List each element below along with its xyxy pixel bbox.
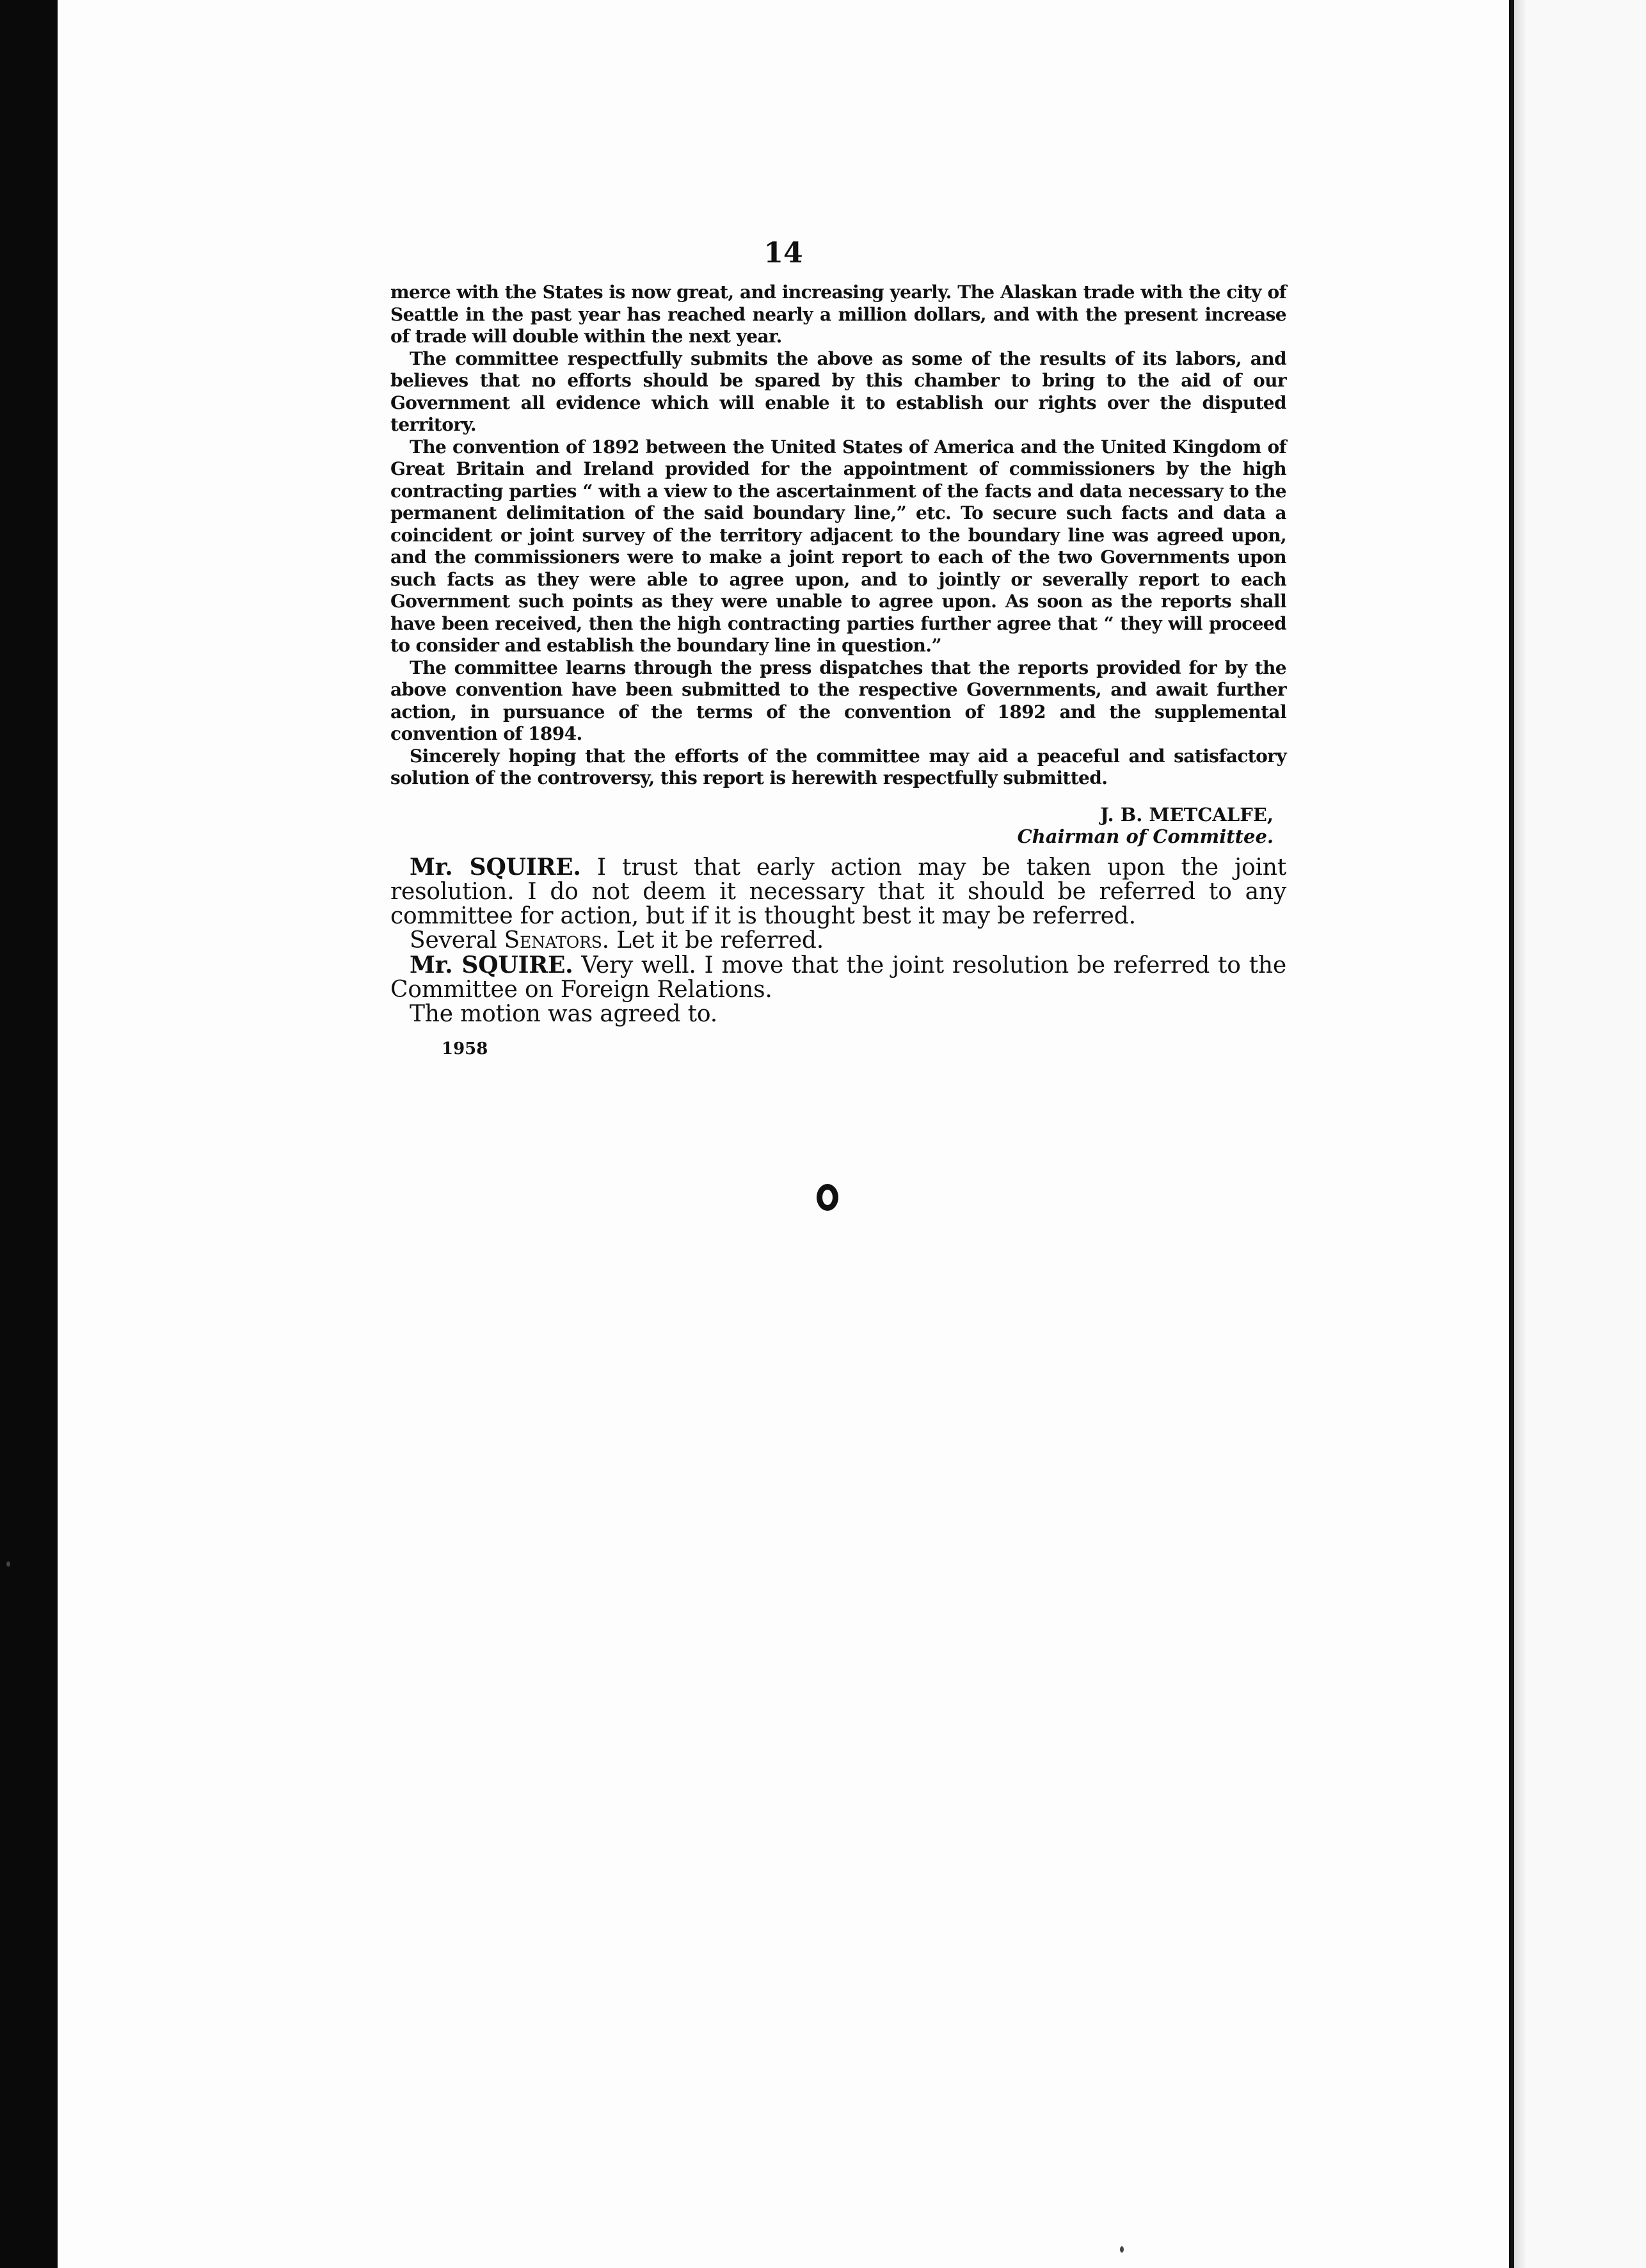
committee-report: [390, 282, 1286, 790]
speaker-name: Senators.: [504, 927, 609, 954]
report-paragraph: Sincerely hoping that the efforts of the committee may aid a peaceful and satisfactory solution of the controversy, this report is herewith respectfully submitted.: [390, 745, 1286, 788]
speech-text: The motion was agreed to.: [410, 1000, 718, 1027]
print-code: 1958: [442, 1039, 488, 1058]
report-paragraph: The convention of 1892 between the United States of America and the United Kingdom of Great Britain and Ireland provided for the appointment of commissioners by the high contracting parties “ with a view to the ascertainment of the facts and data necessary to the permanent delimitation of the said boundary line,” etc. To secure such facts and data a coincident or joint survey of the territory adjacent to the boundary line was agreed upon, and the commissioners were to make a joint report to each of the two Governments upon such facts as they were able to agree upon, and to jointly or severally report to each Government such points as they were unable to agree upon. As soon as the reports shall have been received, then the high contracting parties further agree that “ they will proceed to consider and establish the boundary line in question.”: [390, 436, 1286, 656]
signature-title: Chairman of Committee.: [1017, 825, 1274, 847]
speech-text: I trust that early action may be taken upon the joint resolution. I do not deem it necessary that it should be referred to any committee for action, but if it is thought best it may be referred.: [390, 854, 1286, 929]
speech-text: Let it be referred.: [609, 927, 824, 954]
scan-speck: [1120, 2246, 1124, 2253]
report-paragraph: The committee learns through the press dispatches that the reports provided for by the above convention have been submitted to the respective Governments, and await further action, in pursuance of the terms of the convention of 1892 and the supplemental convention of 1894.: [390, 657, 1286, 744]
report-paragraph: merce with the States is now great, and increasing yearly. The Alaskan trade with the city of Seattle in the past year has reached nearly a million dollars, and with the present increase of trade will double within the next year.: [390, 282, 1286, 347]
transcript-paragraph: [390, 929, 1286, 953]
transcript-paragraph: [390, 953, 1286, 1002]
page-number: 14: [763, 237, 803, 269]
signature-block: [390, 804, 1286, 847]
body-text: [390, 282, 1286, 1058]
page-fold-shadow: [1514, 0, 1527, 2268]
transcript-paragraph: [390, 855, 1286, 929]
floor-transcript: [390, 855, 1286, 1026]
speaker-name: Mr. SQUIRE.: [410, 853, 581, 881]
speaker-name: Mr. SQUIRE.: [410, 951, 573, 978]
speech-prefix: Several: [410, 927, 504, 954]
report-paragraph: The committee respectfully submits the above as some of the results of its labors, and believes that no efforts should be spared by this chamber to bring to the aid of our Government all evidence which will enable it to establish our rights over the disputed territory.: [390, 347, 1286, 435]
transcript-paragraph: [390, 1002, 1286, 1026]
document-page: [58, 0, 1509, 2268]
scan-speck: [6, 1561, 10, 1567]
speech-text: Very well. I move that the joint resolution be referred to the Committee on Foreign Relations.: [390, 952, 1286, 1003]
adjacent-page-edge: [1510, 0, 1646, 2268]
signature-name: J. B. METCALFE,: [1100, 803, 1274, 826]
end-ornament: [817, 1184, 838, 1211]
